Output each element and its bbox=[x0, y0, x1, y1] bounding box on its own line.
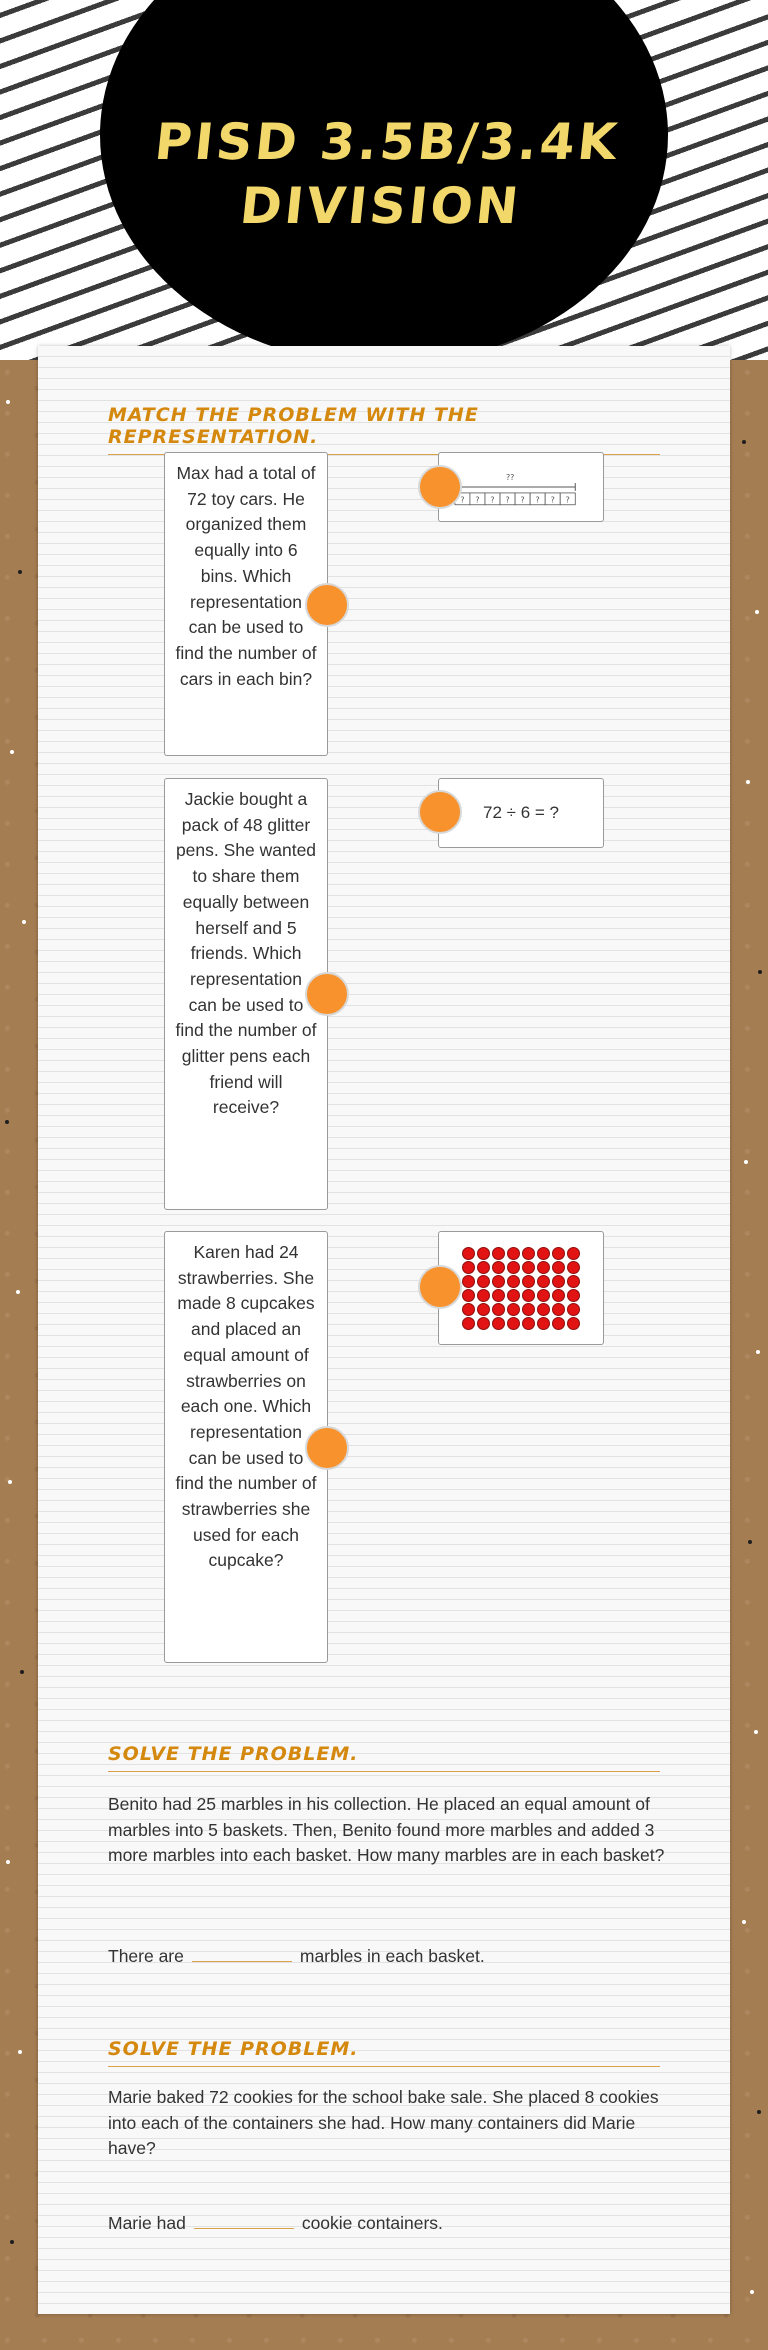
page-title: PISD 3.5B/3.4K DIVISION bbox=[152, 113, 623, 235]
array-dot bbox=[522, 1261, 535, 1274]
match-handle-question-3[interactable] bbox=[305, 1426, 349, 1470]
array-dot bbox=[462, 1275, 475, 1288]
question-card-1[interactable]: Max had a total of 72 toy cars. He organized them equally into 6 bins. Which representation can be used to find the number of cars in each bin? bbox=[164, 452, 328, 756]
section-title-match: MATCH THE PROBLEM WITH THE REPRESENTATION. bbox=[108, 404, 660, 455]
array-of-dots bbox=[462, 1247, 581, 1330]
array-dot bbox=[552, 1317, 565, 1330]
array-dot bbox=[537, 1275, 550, 1288]
array-dot bbox=[522, 1289, 535, 1302]
representation-array[interactable] bbox=[438, 1231, 604, 1345]
worksheet-paper bbox=[38, 346, 730, 2314]
match-handle-representation-1[interactable] bbox=[418, 465, 465, 509]
array-dot bbox=[552, 1247, 565, 1260]
array-dot bbox=[522, 1275, 535, 1288]
array-dot bbox=[522, 1247, 535, 1260]
match-handle-representation-2[interactable] bbox=[418, 790, 462, 834]
array-dot bbox=[462, 1289, 475, 1302]
array-dot bbox=[507, 1303, 520, 1316]
array-dot bbox=[492, 1303, 505, 1316]
array-dot bbox=[567, 1303, 580, 1316]
array-dot bbox=[552, 1289, 565, 1302]
array-dot bbox=[492, 1275, 505, 1288]
representation-equation[interactable] bbox=[438, 778, 604, 848]
array-dot bbox=[522, 1303, 535, 1316]
array-dot bbox=[567, 1247, 580, 1260]
representation-strip-diagram[interactable] bbox=[438, 452, 604, 522]
answer-suffix: marbles in each basket. bbox=[299, 1946, 485, 1966]
array-dot bbox=[507, 1289, 520, 1302]
array-dot bbox=[552, 1303, 565, 1316]
array-dot bbox=[507, 1275, 520, 1288]
array-dot bbox=[492, 1247, 505, 1260]
array-dot bbox=[477, 1247, 490, 1260]
array-dot bbox=[522, 1317, 535, 1330]
answer-blank-marie[interactable] bbox=[194, 2207, 294, 2229]
match-handle-representation-3[interactable] bbox=[418, 1265, 462, 1309]
array-dot bbox=[492, 1289, 505, 1302]
strip-diagram bbox=[447, 463, 595, 511]
equation-text: 72 ÷ 6 = ? bbox=[483, 803, 559, 823]
strip-part-label: ? bbox=[565, 495, 570, 505]
array-dot bbox=[462, 1317, 475, 1330]
answer-line-benito bbox=[108, 1940, 485, 1969]
array-dot bbox=[507, 1261, 520, 1274]
match-handle-question-1[interactable] bbox=[305, 583, 349, 627]
array-dot bbox=[552, 1275, 565, 1288]
array-dot bbox=[477, 1303, 490, 1316]
answer-prefix: There are bbox=[108, 1946, 184, 1966]
section-title-solve-1: SOLVE THE PROBLEM. bbox=[108, 1743, 660, 1772]
array-dot bbox=[537, 1247, 550, 1260]
array-dot bbox=[462, 1303, 475, 1316]
answer-line-marie bbox=[108, 2207, 443, 2236]
array-dot bbox=[477, 1275, 490, 1288]
problem-text-marie: Marie baked 72 cookies for the school bake sale. She placed 8 cookies into each of the containers she had. How many containers did Marie have? bbox=[108, 2087, 659, 2158]
array-dot bbox=[462, 1247, 475, 1260]
array-dot bbox=[477, 1317, 490, 1330]
array-dot bbox=[567, 1261, 580, 1274]
strip-part-label: ? bbox=[490, 495, 495, 505]
strip-part-label: ? bbox=[475, 495, 480, 505]
array-dot bbox=[492, 1317, 505, 1330]
section-title-solve-2: SOLVE THE PROBLEM. bbox=[108, 2038, 660, 2067]
answer-prefix: Marie had bbox=[108, 2213, 186, 2233]
strip-part-label: ? bbox=[520, 495, 525, 505]
problem-text-benito: Benito had 25 marbles in his collection. He placed an equal amount of marbles into 5 baskets. Then, Benito found more marbles and added 3 more marbles into each basket. How many marbles are in each basket? bbox=[108, 1794, 665, 1865]
strip-part-label: ? bbox=[535, 495, 540, 505]
question-card-2[interactable]: Jackie bought a pack of 48 glitter pens. She wanted to share them equally between herself and 5 friends. Which representation can be used to find the number of glitter pens each friend will receive? bbox=[164, 778, 328, 1210]
header-banner bbox=[0, 0, 768, 360]
array-dot bbox=[537, 1303, 550, 1316]
array-dot bbox=[507, 1247, 520, 1260]
array-dot bbox=[567, 1275, 580, 1288]
strip-total-label: ?? bbox=[505, 473, 515, 483]
array-dot bbox=[567, 1317, 580, 1330]
strip-parts bbox=[455, 493, 575, 505]
array-dot bbox=[537, 1317, 550, 1330]
array-dot bbox=[537, 1289, 550, 1302]
strip-part-label: ? bbox=[505, 495, 510, 505]
array-dot bbox=[477, 1289, 490, 1302]
match-handle-question-2[interactable] bbox=[305, 972, 349, 1016]
array-dot bbox=[492, 1261, 505, 1274]
question-card-3[interactable]: Karen had 24 strawberries. She made 8 cupcakes and placed an equal amount of strawberries on each one. Which representation can be used to find the number of strawberries she used for each cupcake? bbox=[164, 1231, 328, 1663]
array-dot bbox=[567, 1289, 580, 1302]
array-dot bbox=[477, 1261, 490, 1274]
strip-part-label: ? bbox=[550, 495, 555, 505]
array-dot bbox=[537, 1261, 550, 1274]
array-dot bbox=[462, 1261, 475, 1274]
array-dot bbox=[507, 1317, 520, 1330]
answer-blank-benito[interactable] bbox=[192, 1940, 292, 1962]
answer-suffix: cookie containers. bbox=[301, 2213, 443, 2233]
array-dot bbox=[552, 1261, 565, 1274]
strip-part-label: ? bbox=[460, 495, 465, 505]
